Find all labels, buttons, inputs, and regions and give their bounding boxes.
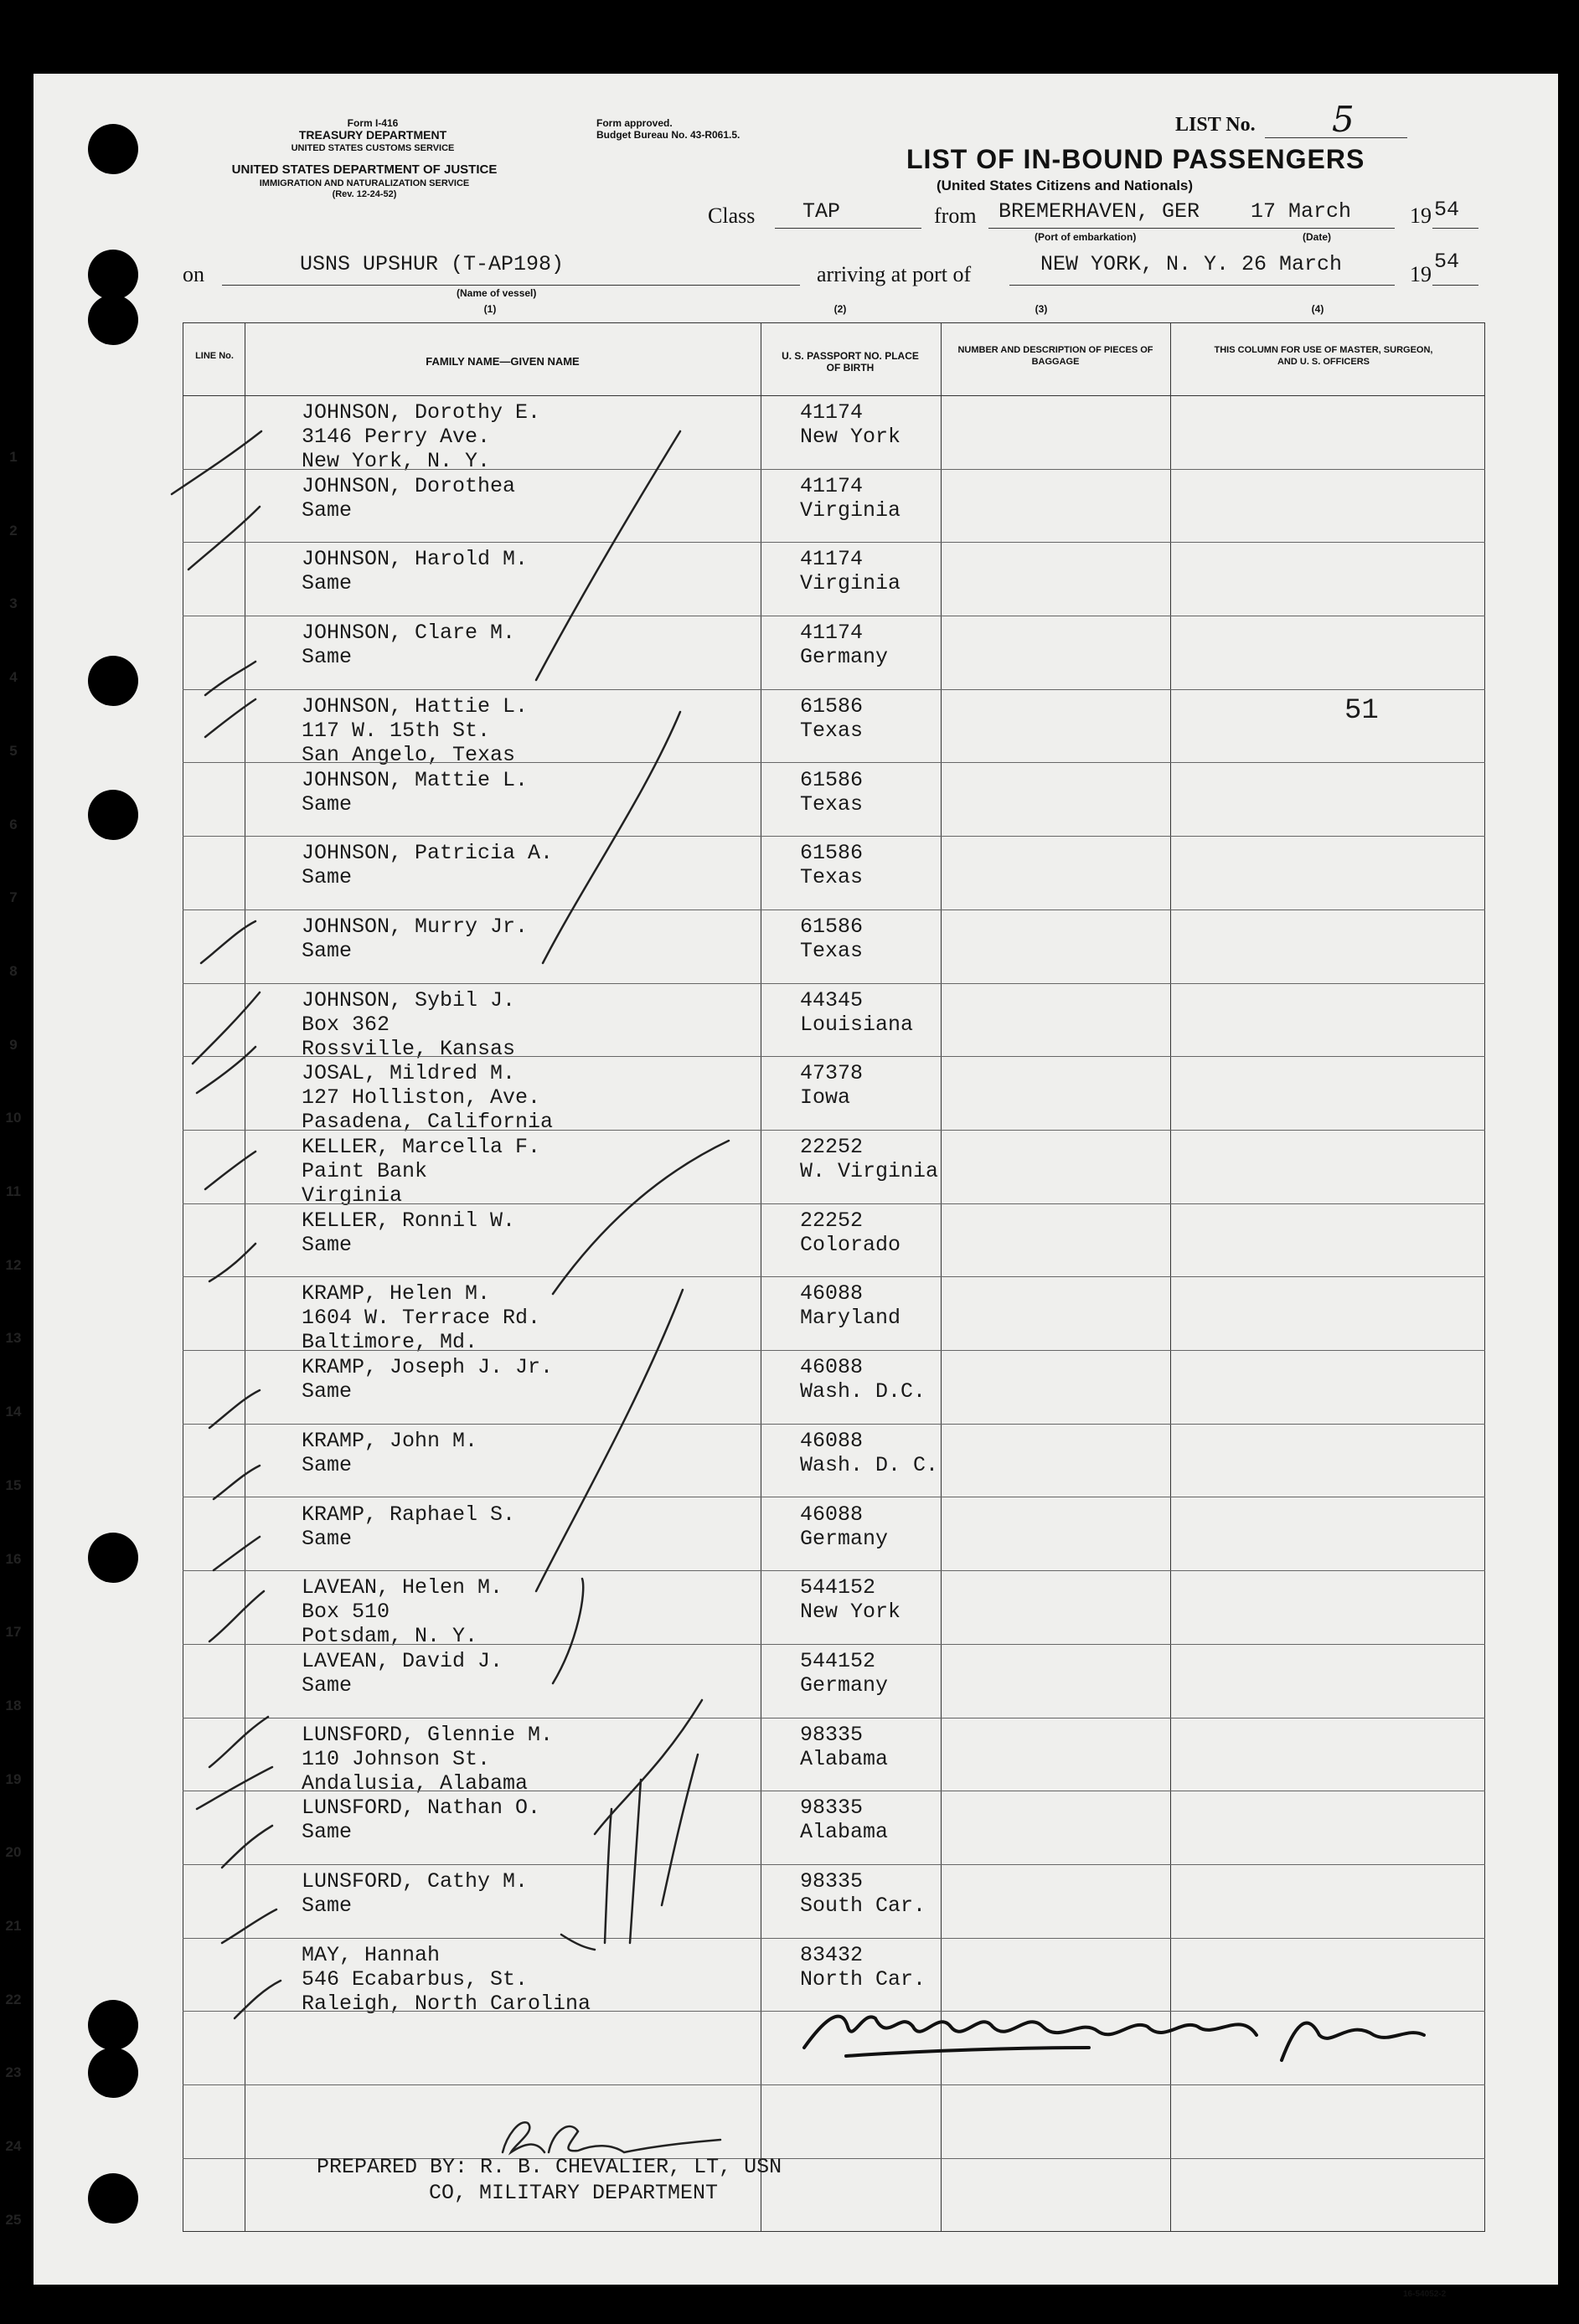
line-number: 6 [9,816,18,832]
passenger-name: JOHNSON, Clare M. [302,621,516,646]
passenger-name: LUNSFORD, Cathy M. [302,1869,529,1894]
passport-number: 83432 [800,1942,864,1967]
line-number: 19 [5,1770,22,1787]
address-line-2: New York, N. Y. [302,449,491,473]
form-approved: Form approved. [596,117,673,129]
column-number-3: (3) [1035,303,1048,315]
table-row [0,1497,1579,1571]
line-number: 22 [5,1991,22,2007]
vessel-caption: (Name of vessel) [457,287,537,299]
passenger-name: LAVEAN, David J. [302,1648,503,1673]
column-number-1: (1) [483,303,497,315]
table-row [0,1864,1579,1938]
line-number: 3 [9,595,18,612]
line-number: 2 [9,522,18,538]
arriving-label: arriving at port of [817,262,972,286]
line-number: 17 [5,1624,22,1641]
year-prefix: 19 [1410,204,1432,228]
passport-number: 41174 [800,400,864,425]
address-line-1: 127 Holliston, Ave. [302,1085,541,1110]
class-value: TAP [802,199,841,224]
address-line-1: 3146 Perry Ave. [302,425,491,449]
place-of-birth: Wash. D. C. [800,1452,939,1477]
address-line-1: Same [302,938,353,963]
table-row [0,2084,1579,2158]
passenger-name: JOHNSON, Harold M. [302,547,529,572]
line-number: 16 [5,1550,22,1567]
place-of-birth: Texas [800,865,864,890]
address-line-2: Potsdam, N. Y. [302,1624,478,1649]
table-row [0,1350,1579,1424]
address-line-1: 1604 W. Terrace Rd. [302,1306,541,1331]
address-line-1: Same [302,1232,353,1257]
address-line-2: Raleigh, North Carolina [302,1991,591,2016]
column-number-2: (2) [833,303,847,315]
place-of-birth: Wash. D.C. [800,1379,926,1404]
line-number: 12 [5,1256,22,1273]
table-row [0,1056,1579,1135]
address-line-1: 110 Johnson St. [302,1746,491,1771]
passenger-name: JOHNSON, Sybil J. [302,987,516,1013]
punch-hole [88,295,138,345]
line-number: 7 [9,889,18,906]
address-line-1: Same [302,1526,353,1551]
place-of-birth: Virginia [800,571,901,596]
arrival-port-date: NEW YORK, N. Y. 26 March [1040,252,1343,276]
place-of-birth: Texas [800,938,864,963]
table-row [0,910,1579,983]
budget-bureau: Budget Bureau No. 43-R061.5. [596,129,740,141]
address-line-1: Same [302,1452,353,1477]
line-number: 21 [5,1918,22,1934]
place-of-birth: Iowa [800,1085,851,1110]
address-line-1: Same [302,1379,353,1404]
line-number: 5 [9,742,18,759]
table-row [0,469,1579,543]
officer-count: 51 [1344,695,1379,727]
passenger-name: KELLER, Ronnil W. [302,1208,516,1233]
passport-number: 47378 [800,1061,864,1086]
from-label: from [934,204,977,228]
column-number-4: (4) [1311,303,1324,315]
address-line-1: Same [302,791,353,817]
line-number: 4 [9,669,18,686]
address-line-1: Same [302,1672,353,1698]
port-of-embarkation: BREMERHAVEN, GER [998,199,1200,224]
address-line-1: Same [302,1820,353,1845]
line-number: 11 [6,1183,21,1199]
passenger-name: JOSAL, Mildred M. [302,1061,516,1086]
passport-number: 61586 [800,841,864,866]
passport-number: 41174 [800,473,864,498]
table-row [0,1203,1579,1277]
place-of-birth: Virginia [800,497,901,523]
passport-number: 61586 [800,693,864,719]
passport-number: 61586 [800,767,864,792]
header-officers: THIS COLUMN FOR USE OF MASTER, SURGEON, AND U. S. OFFICERS [1214,345,1433,367]
address-line-1: Same [302,497,353,523]
passport-number: 46088 [800,1428,864,1453]
address-line-2: Virginia [302,1183,403,1208]
passenger-name: JOHNSON, Murry Jr. [302,914,529,939]
passenger-name: LAVEAN, Helen M. [302,1575,503,1600]
table-row [0,1718,1579,1796]
address-line-1: 546 Ecabarbus, St. [302,1966,529,1992]
passport-number: 98335 [800,1722,864,1747]
prepared-by-line-1: PREPARED BY: R. B. CHEVALIER, LT, USN [317,2155,782,2179]
line-number: 8 [9,962,18,979]
line-number: 14 [5,1404,22,1420]
passenger-name: KRAMP, John M. [302,1428,478,1453]
table-row [0,983,1579,1061]
passenger-name: KELLER, Marcella F. [302,1135,541,1159]
port-caption: (Port of embarkation) [1035,231,1137,243]
line-number: 15 [5,1476,22,1493]
passenger-name: KRAMP, Raphael S. [302,1502,516,1527]
table-row [0,1791,1579,1864]
table-row [0,542,1579,616]
place-of-birth: W. Virginia [800,1159,939,1183]
address-line-1: Box 362 [302,1012,390,1037]
place-of-birth: Texas [800,718,864,743]
embarkation-date: 17 March [1251,199,1352,224]
place-of-birth: Germany [800,1526,889,1551]
place-of-birth: Texas [800,791,864,817]
place-of-birth: Alabama [800,1746,889,1771]
class-label: Class [708,204,756,228]
on-label: on [183,262,204,286]
prepared-by-line-2: CO, MILITARY DEPARTMENT [429,2181,719,2205]
header-passport: U. S. PASSPORT NO. PLACE OF BIRTH [782,350,919,374]
address-line-2: Pasadena, California [302,1110,554,1135]
address-line-1: Same [302,1894,353,1918]
table-row [0,689,1579,767]
table-row [0,1570,1579,1649]
place-of-birth: South Car. [800,1894,926,1918]
justice-heading: UNITED STATES DEPARTMENT OF JUSTICE [231,162,498,177]
header-family-name: FAMILY NAME—GIVEN NAME [426,355,580,368]
list-no-label: LIST No. [1175,114,1256,136]
line-number: 23 [5,2064,22,2081]
place-of-birth: New York [800,1600,901,1625]
table-row [0,836,1579,910]
address-line-1: Same [302,571,353,596]
passport-number: 61586 [800,914,864,939]
form-number: Form I-416 [347,117,399,129]
passport-number: 46088 [800,1355,864,1380]
passenger-name: JOHNSON, Dorothea [302,473,516,498]
table-row [0,1130,1579,1208]
line-number: 1 [9,449,18,465]
line-number: 18 [5,1697,22,1713]
form-code: 16-54052-2 [1403,2290,1447,2299]
address-line-2: San Angelo, Texas [302,742,516,767]
place-of-birth: Colorado [800,1232,901,1257]
passenger-name: LUNSFORD, Glennie M. [302,1722,554,1747]
address-line-1: Same [302,645,353,670]
passenger-name: JOHNSON, Mattie L. [302,767,529,792]
line-number: 25 [5,2211,22,2228]
passenger-name: KRAMP, Joseph J. Jr. [302,1355,554,1380]
table-row [0,2011,1579,2084]
line-number: 13 [5,1330,22,1347]
list-no-value: 5 [1332,99,1355,140]
header-baggage: NUMBER AND DESCRIPTION OF PIECES OF BAGGAGE [957,345,1153,367]
place-of-birth: Louisiana [800,1012,914,1037]
passport-number: 98335 [800,1796,864,1821]
passport-number: 544152 [800,1575,876,1600]
passenger-name: LUNSFORD, Nathan O. [302,1796,541,1821]
date-caption: (Date) [1303,231,1332,243]
place-of-birth: Germany [800,645,889,670]
address-line-1: 117 W. 15th St. [302,718,491,743]
table-row [0,1276,1579,1355]
table-row [0,1644,1579,1718]
table-row [0,1938,1579,2016]
passport-number: 41174 [800,621,864,646]
form-subtitle: (United States Citizens and Nationals) [937,178,1194,193]
year-suffix-2: 54 [1434,250,1460,274]
place-of-birth: Alabama [800,1820,889,1845]
passenger-name: JOHNSON, Dorothy E. [302,400,541,425]
line-number: 9 [9,1036,18,1053]
passenger-name: MAY, Hannah [302,1942,441,1967]
table-row [0,395,1579,473]
line-number: 24 [5,2138,22,2155]
passport-number: 46088 [800,1502,864,1527]
form-title: LIST OF IN-BOUND PASSENGERS [906,144,1365,174]
header-line-no: LINE No. [195,351,234,361]
table-row [0,763,1579,837]
passenger-name: JOHNSON, Patricia A. [302,841,554,866]
address-line-2: Baltimore, Md. [302,1330,478,1355]
ins-heading: IMMIGRATION AND NATURALIZATION SERVICE [259,178,470,188]
address-line-1: Same [302,865,353,890]
revision: (Rev. 12-24-52) [332,189,397,199]
year-suffix: 54 [1434,198,1460,222]
address-line-1: Box 510 [302,1600,390,1625]
place-of-birth: New York [800,425,901,449]
line-number: 20 [5,1844,22,1861]
address-line-1: Paint Bank [302,1159,428,1183]
address-line-2: Rossville, Kansas [302,1036,516,1061]
treasury-heading: TREASURY DEPARTMENT [298,128,447,142]
passport-number: 41174 [800,547,864,572]
passport-number: 544152 [800,1648,876,1673]
table-row [0,2158,1579,2232]
passport-number: 22252 [800,1208,864,1233]
passport-number: 98335 [800,1869,864,1894]
place-of-birth: North Car. [800,1966,926,1992]
punch-hole [88,250,138,300]
passport-number: 44345 [800,987,864,1013]
place-of-birth: Maryland [800,1306,901,1331]
place-of-birth: Germany [800,1672,889,1698]
passport-number: 46088 [800,1281,864,1306]
passenger-name: KRAMP, Helen M. [302,1281,491,1306]
address-line-2: Andalusia, Alabama [302,1770,529,1796]
table-row [0,1424,1579,1497]
customs-heading: UNITED STATES CUSTOMS SERVICE [291,143,455,153]
passenger-name: JOHNSON, Hattie L. [302,693,529,719]
vessel-name: USNS UPSHUR (T-AP198) [300,252,565,276]
passport-number: 22252 [800,1135,864,1159]
line-number: 10 [5,1110,22,1126]
punch-hole [88,124,138,174]
year-prefix-2: 19 [1410,262,1432,286]
table-row [0,616,1579,689]
